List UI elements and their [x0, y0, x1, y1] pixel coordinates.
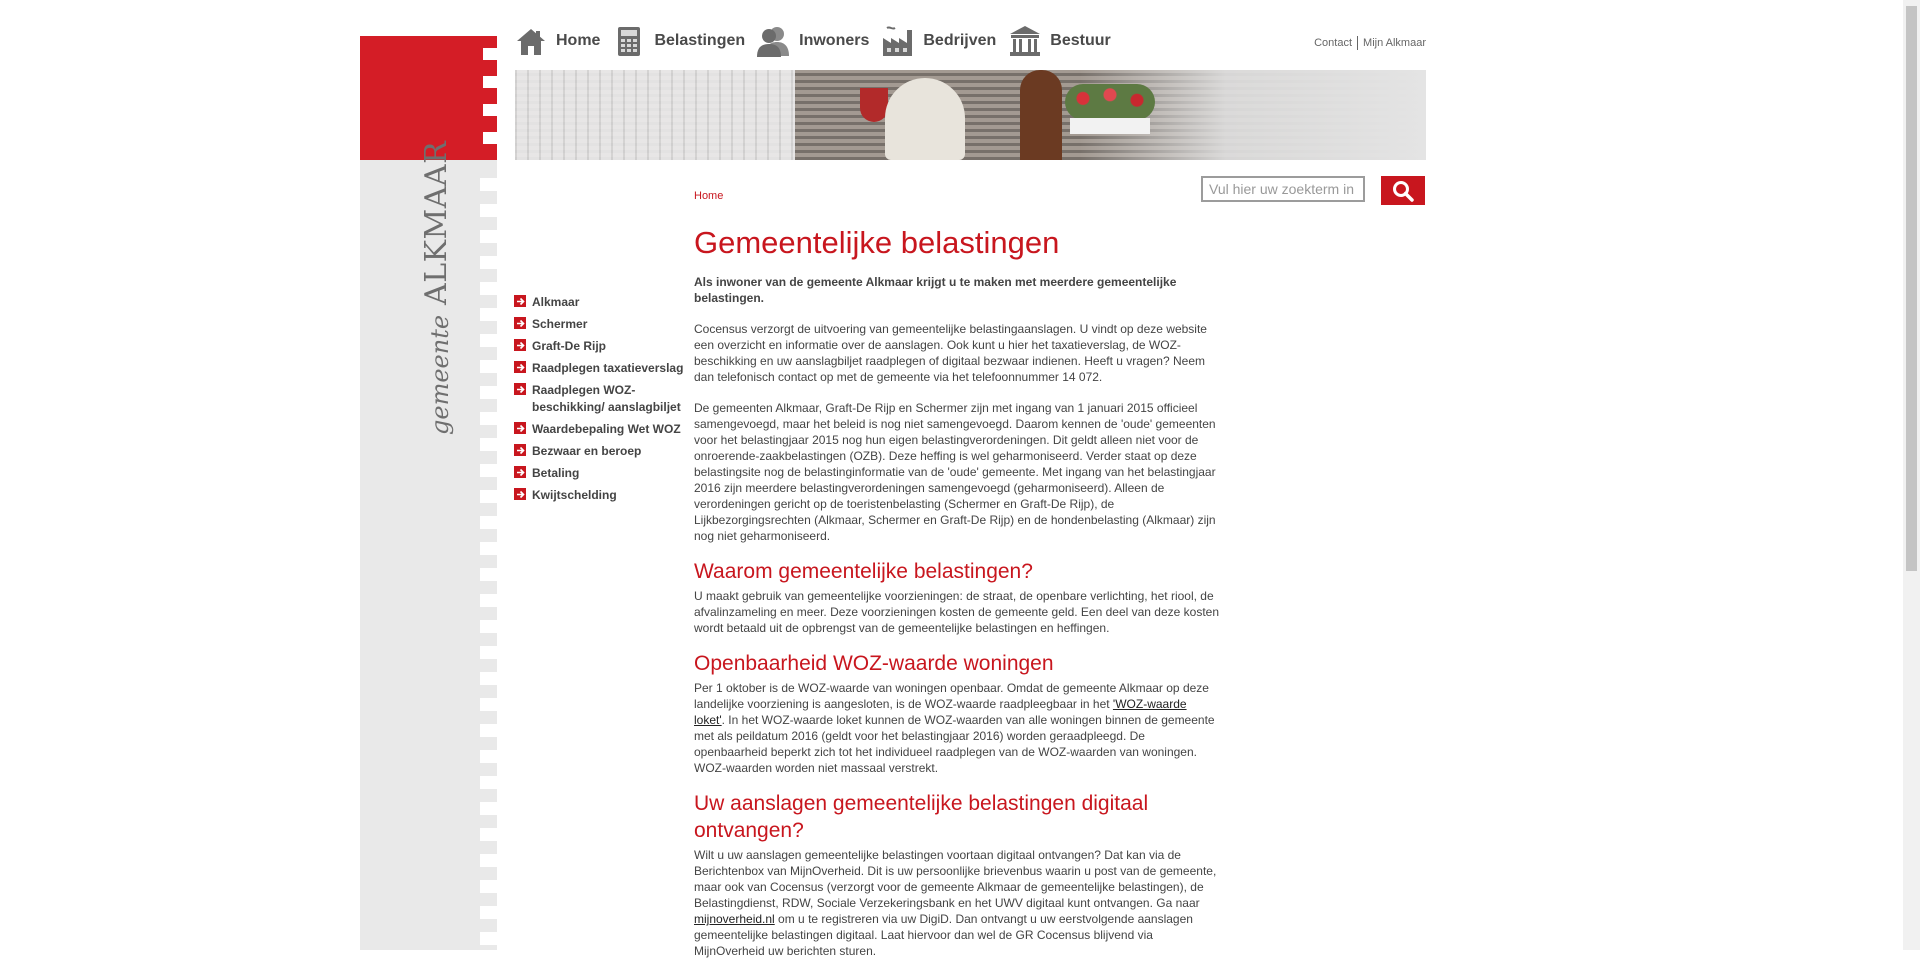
main-content: [694, 222, 1220, 959]
breadcrumb-home[interactable]: Home: [694, 190, 724, 202]
woz-paragraph: [694, 680, 1220, 776]
brand-strip-notch: [480, 594, 497, 607]
scrollbar-thumb[interactable]: [1906, 6, 1917, 571]
brand-strip-notch: [480, 776, 497, 789]
menu-item-alkmaar[interactable]: [514, 294, 684, 311]
top-links: [1314, 36, 1426, 50]
search-icon: [1392, 180, 1414, 202]
menu-item-label: Raadplegen WOZ-beschikking/ aanslagbiljet: [532, 383, 681, 414]
page-scrollbar[interactable]: [1903, 0, 1920, 950]
brand-strip-notch: [480, 438, 497, 451]
logo-gemeente-alkmaar[interactable]: [384, 140, 454, 435]
banner-shield: [860, 88, 888, 122]
brand-strip-notch: [480, 802, 497, 815]
brand-notch: [483, 76, 497, 88]
brand-strip-notch: [480, 464, 497, 477]
top-navigation: [514, 22, 1123, 60]
brand-strip-notch: [480, 880, 497, 893]
menu-item-bezwaar-beroep[interactable]: [514, 443, 684, 460]
people-icon: [757, 24, 791, 58]
woz-text-b: . In het WOZ-waarde loket kunnen de WOZ-waarden van alle woningen binnen de gemeente met als peildatum 2016 (geldt voor het belastingjaar 2016) worden geraadpleegd. De openbaarheid beperkt zich tot het individueel raadplegen van de WOZ-waarden van woningen. WOZ-waarden worden niet massaal verstrekt.: [694, 713, 1215, 775]
brand-strip-notch: [480, 360, 497, 373]
nav-label: Inwoners: [799, 32, 870, 49]
brand-strip-notch: [480, 178, 497, 191]
nav-item-bestuur[interactable]: [1008, 24, 1110, 58]
logo-word-gemeente: gemeente: [426, 314, 454, 435]
brand-strip-notch: [480, 672, 497, 685]
nav-label: Bestuur: [1050, 32, 1111, 49]
menu-item-label: Bezwaar en beroep: [532, 444, 642, 458]
menu-item-label: Alkmaar: [532, 295, 580, 309]
banner-flowers: [1065, 84, 1155, 120]
brand-strip-notch: [480, 490, 497, 503]
page: [360, 0, 1426, 958]
brand-notch: [483, 104, 497, 116]
menu-item-raadplegen-taxatieverslag[interactable]: [514, 360, 684, 377]
nav-item-home[interactable]: [514, 24, 600, 58]
brand-strip-notch: [480, 308, 497, 321]
brand-strip-notch: [480, 620, 497, 633]
brand-strip-notch: [480, 386, 497, 399]
nav-label: Home: [556, 32, 601, 49]
header-banner-image: [515, 70, 1426, 160]
banner-door: [1020, 70, 1062, 160]
page-title: Gemeentelijke belastingen: [694, 225, 1060, 260]
section-heading-digitaal: Uw aanslagen gemeentelijke belastingen digitaal ontvangen?: [694, 792, 1149, 842]
arrow-right-icon: [514, 361, 526, 373]
arrow-right-icon: [514, 383, 526, 395]
menu-item-raadplegen-woz[interactable]: [514, 382, 684, 416]
menu-item-betaling[interactable]: [514, 465, 684, 482]
house-icon: [514, 24, 548, 58]
arrow-right-icon: [514, 339, 526, 351]
merger-paragraph: De gemeenten Alkmaar, Graft-De Rijp en Schermer zijn met ingang van 1 januari 2015 officieel samengevoegd, maar het beleid is nog niet samengevoegd. Daarom kennen de 'oude' gemeenten voor het belastingjaar 2015 nog hun eigen belastingverordeningen. Dit geldt alleen niet voor de onroerende-zaakbelastingen (OZB). Deze heffing is wel geharmoniseerd. Verder staat op deze belastingsite nog de belastinginformatie van de 'oude' gemeente. Met ingang van het belastingjaar 2016 zijn meerdere belastingverordeningen samengevoegd (geharmoniseerd). Alleen de verordeningen gericht op de toeristenbelasting (Schermer en Graft-De Rijp), de Lijkbezorgingsrechten (Alkmaar, Schermer en Graft-De Rijp) en de hondenbelasting (Alkmaar) zijn nog niet geharmoniseerd.: [694, 401, 1216, 543]
brand-strip-notch: [480, 282, 497, 295]
mijn-alkmaar-link[interactable]: Mijn Alkmaar: [1363, 36, 1426, 49]
mijnoverheid-link[interactable]: mijnoverheid.nl: [694, 912, 775, 926]
brand-notch: [483, 132, 497, 144]
menu-item-label: Schermer: [532, 317, 588, 331]
waarom-paragraph: U maakt gebruik van gemeentelijke voorzieningen: de straat, de openbare verlichting, het riool, de afvalinzameling en meer. Deze voorzieningen kosten de gemeente geld. Een deel van deze kosten wordt betaald uit de opbrengst van de gemeentelijke belastingen en heffingen.: [694, 589, 1220, 635]
calculator-icon: [612, 24, 646, 58]
left-menu: [514, 294, 684, 509]
arrow-right-icon: [514, 317, 526, 329]
brand-strip-notch: [480, 230, 497, 243]
menu-item-waardebepaling[interactable]: [514, 421, 684, 438]
search-input[interactable]: [1201, 176, 1365, 202]
brand-strip-notch: [480, 568, 497, 581]
banner-glass-facade: [515, 70, 795, 160]
menu-item-label: Raadplegen taxatieverslag: [532, 361, 684, 375]
brand-strip-notch: [480, 646, 497, 659]
brand-strip-notch: [480, 542, 497, 555]
brand-strip-notch: [480, 724, 497, 737]
arrow-right-icon: [514, 444, 526, 456]
search-button[interactable]: [1381, 176, 1425, 205]
menu-item-kwijtschelding[interactable]: [514, 487, 684, 504]
digitaal-text-b: om u te registreren via uw DigiD. Dan ontvangt u uw eerstvolgende aanslagen gemeentelijke belastingen digitaal. Laat hiervoor dan wel de GR Cocensus blijvend via MijnOverheid uw berichten sturen.: [694, 912, 1193, 958]
lead-paragraph: Als inwoner van de gemeente Alkmaar krijgt u te maken met meerdere gemeentelijke belastingen.: [694, 275, 1177, 305]
brand-strip-notch: [480, 750, 497, 763]
brand-strip-notch: [480, 412, 497, 425]
brand-strip-notch: [480, 204, 497, 217]
intro-paragraph: Cocensus verzorgt de uitvoering van gemeentelijke belastingaanslagen. U vindt op deze website een overzicht en informatie over de aanslagen. Ook kunt u hier het taxatieverslag, de WOZ-beschikking en uw aanslagbiljet raadplegen of digitaal bezwaar indienen. Heeft u vragen? Neem dan telefonisch contact op met de gemeente via het telefoonnummer 14 072.: [694, 322, 1207, 384]
logo-word-alkmaar: ALKMAAR: [419, 140, 454, 305]
nav-item-bedrijven[interactable]: [881, 24, 996, 58]
brand-strip-notch: [480, 256, 497, 269]
brand-strip-notch: [480, 932, 497, 945]
brand-strip-notch: [480, 334, 497, 347]
contact-link[interactable]: Contact: [1314, 36, 1353, 49]
nav-label: Bedrijven: [923, 32, 997, 49]
arrow-right-icon: [514, 488, 526, 500]
menu-item-schermer[interactable]: [514, 316, 684, 333]
banner-lion-statue: [885, 78, 965, 160]
government-building-icon: [1008, 24, 1042, 58]
nav-item-belastingen[interactable]: [612, 24, 745, 58]
link-separator: [1357, 36, 1358, 50]
brand-notch: [483, 48, 497, 60]
menu-item-graft-de-rijp[interactable]: [514, 338, 684, 355]
brand-strip-notch: [480, 828, 497, 841]
woz-text-a: Per 1 oktober is de WOZ-waarde van woningen openbaar. Omdat de gemeente Alkmaar op deze landelijke voorziening is aangesloten, is de WOZ-waarde raadpleegbaar in het: [694, 681, 1209, 711]
digitaal-paragraph: [694, 847, 1220, 959]
menu-item-label: Waardebepaling Wet WOZ: [532, 422, 681, 436]
digitaal-text-a: Wilt u uw aanslagen gemeentelijke belastingen voortaan digitaal ontvangen? Dat kan via de Berichtenbox van MijnOverheid. Dit is uw persoonlijke brievenbus waarin u post van de gemeente, maar ook van Cocensus (verzorgt voor de gemeente Alkmaar de gemeentelijke belastingen), de Belastingdienst, RDW, Sociale Verzekeringsbank en het UWV digitaal kunt ontvangen. Ga naar: [694, 848, 1217, 910]
banner-flower-box: [1070, 118, 1150, 134]
nav-item-inwoners[interactable]: [757, 24, 869, 58]
section-heading-waarom: Waarom gemeentelijke belastingen?: [694, 560, 1033, 583]
arrow-right-icon: [514, 295, 526, 307]
nav-label: Belastingen: [654, 32, 746, 49]
brand-strip-notch: [480, 698, 497, 711]
menu-item-label: Kwijtschelding: [532, 488, 617, 502]
brand-strip-notch: [480, 906, 497, 919]
brand-strip-notch: [480, 854, 497, 867]
breadcrumb: [694, 190, 723, 202]
menu-item-label: Graft-De Rijp: [532, 339, 607, 353]
factory-icon: [881, 24, 915, 58]
arrow-right-icon: [514, 422, 526, 434]
menu-item-label: Betaling: [532, 466, 580, 480]
brand-strip-notch: [480, 516, 497, 529]
arrow-right-icon: [514, 466, 526, 478]
section-heading-woz: Openbaarheid WOZ-waarde woningen: [694, 652, 1054, 675]
woz-waarde-loket-link[interactable]: 'WOZ-waarde loket': [694, 697, 1187, 727]
